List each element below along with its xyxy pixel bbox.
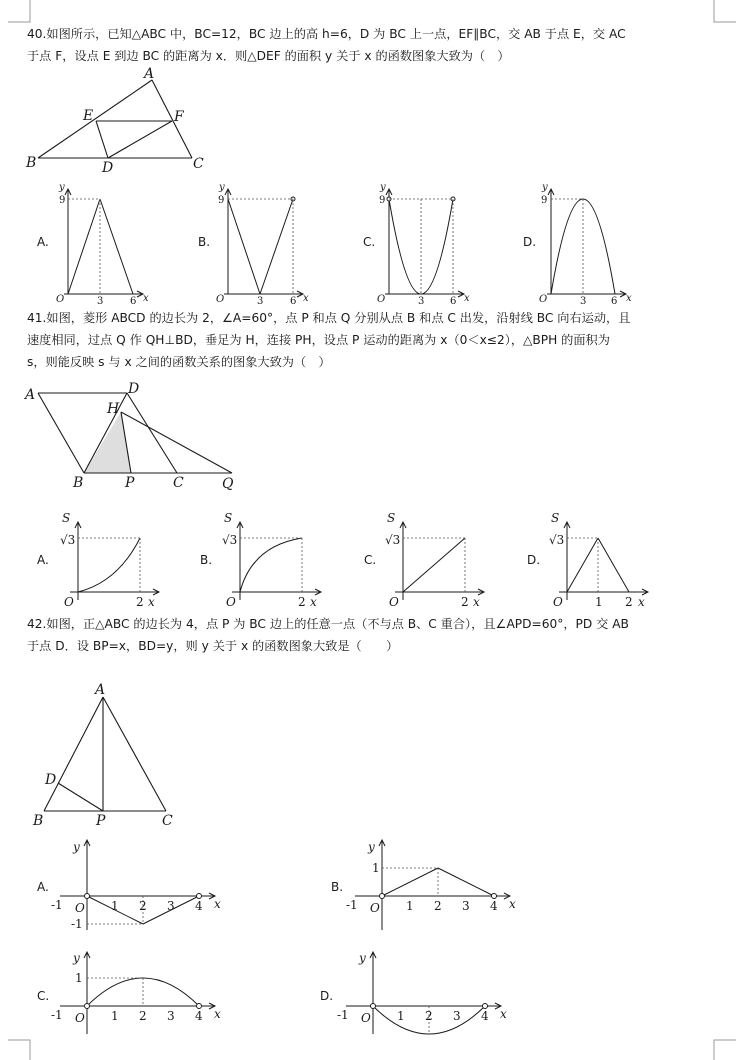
q42b-four: 4 [490, 899, 498, 913]
q40b-three: 3 [257, 296, 264, 307]
q42-option-a: A. [37, 880, 49, 894]
q41a-s-label: S [62, 511, 71, 525]
q42b-one: 1 [406, 899, 414, 913]
q40b-six: 6 [290, 296, 297, 307]
q40-label-d: D [102, 160, 114, 176]
q41c-origin: O [389, 595, 399, 609]
q40-option-b: B. [198, 235, 211, 249]
q40d-origin: O [539, 294, 548, 305]
q40-option-a: A. [37, 235, 49, 249]
q40d-nine: 9 [541, 195, 548, 206]
q41d-sqrt3: √3 [549, 533, 565, 547]
q40b-y-label: y [219, 182, 225, 193]
q42-option-b: B. [331, 880, 344, 894]
q40-option-d: D. [523, 235, 537, 249]
q42-option-c: C. [37, 989, 50, 1003]
q40a-three: 3 [97, 296, 104, 307]
q42-label-c: C [162, 813, 173, 829]
q41-label-q: Q [222, 476, 234, 492]
q40-label-f: F [174, 109, 184, 125]
q41b-origin: O [226, 595, 236, 609]
q42-graph-c [37, 951, 221, 1034]
q42d-y-label: y [359, 951, 366, 965]
q42d-four: 4 [481, 1009, 489, 1023]
q41d-origin: O [553, 595, 563, 609]
q41a-two: 2 [136, 595, 144, 609]
q41-label-a: A [25, 387, 36, 403]
question-41-line1: 41.如图，菱形 ABCD 的边长为 2，∠A=60°，点 P 和点 Q 分别从点 B 和点 C 出发，沿射线 BC 向右运动，且 [27, 311, 631, 325]
q42a-four: 4 [195, 899, 203, 913]
q42a-y-label: y [73, 840, 80, 854]
q41b-s-label: S [224, 511, 233, 525]
q41d-s-label: S [551, 511, 560, 525]
question-41-line3: s，则能反映 s 与 x 之间的函数关系的图象大致为（ ） [27, 355, 331, 369]
q42b-origin: O [370, 901, 380, 915]
q42c-origin: O [75, 1011, 85, 1025]
q41a-x-label: x [148, 595, 155, 609]
q41-label-b: B [73, 475, 84, 491]
q40c-six: 6 [450, 296, 457, 307]
q40c-y-label: y [380, 182, 386, 193]
q41a-sqrt3: √3 [60, 533, 76, 547]
q41-option-d: D. [527, 553, 541, 567]
q42c-x-label: x [214, 1007, 221, 1021]
q42d-two: 2 [425, 1009, 433, 1023]
q40c-origin: O [377, 294, 386, 305]
q40c-nine: 9 [379, 195, 386, 206]
q41b-x-label: x [310, 595, 317, 609]
q40b-origin: O [216, 294, 225, 305]
q42-label-d: D [45, 772, 57, 788]
q42a-x-label: x [214, 897, 221, 911]
q42c-two: 2 [139, 1009, 147, 1023]
q42a-three: 3 [167, 899, 175, 913]
q42c-four: 4 [195, 1009, 203, 1023]
q42a-neg1: -1 [51, 898, 63, 912]
q41-option-a: A. [37, 553, 49, 567]
q40a-x-label: x [143, 293, 149, 304]
q40b-x-label: x [303, 293, 309, 304]
q42b-y-label: y [368, 840, 375, 854]
q42c-neg1: -1 [51, 1008, 63, 1022]
question-40-line1: 40.如图所示，已知△ABC 中，BC=12，BC 边上的高 h=6，D 为 BC 上一点，EF∥BC，交 AB 于点 E，交 AC [27, 27, 626, 41]
q41-label-d: D [128, 381, 140, 397]
q42-option-d: D. [320, 989, 334, 1003]
q41-option-c: C. [364, 553, 377, 567]
q41b-two: 2 [298, 595, 306, 609]
q40b-nine: 9 [218, 195, 225, 206]
q42-graph-b [331, 840, 516, 930]
q42-label-a: A [95, 682, 106, 698]
q42a-origin: O [75, 901, 85, 915]
q42d-one: 1 [397, 1009, 405, 1023]
q41d-x-label: x [638, 595, 645, 609]
q41d-two: 2 [625, 595, 633, 609]
q41b-sqrt3: √3 [222, 533, 238, 547]
q42c-one-y: 1 [75, 971, 83, 985]
q40d-three: 3 [580, 296, 587, 307]
q42d-neg1: -1 [337, 1008, 349, 1022]
q41c-s-label: S [387, 511, 396, 525]
q42d-three: 3 [453, 1009, 461, 1023]
q42d-x-label: x [500, 1007, 507, 1021]
q42b-two: 2 [434, 899, 442, 913]
q40d-six: 6 [611, 296, 618, 307]
q42d-origin: O [361, 1011, 371, 1025]
q40a-origin: O [56, 294, 65, 305]
q41-label-c: C [173, 475, 184, 491]
q40-label-a: A [144, 66, 155, 82]
q42-graph-a [37, 840, 221, 931]
q40d-x-label: x [626, 293, 632, 304]
q42c-y-label: y [73, 951, 80, 965]
q41-option-b: B. [200, 553, 213, 567]
question-41-line2: 速度相同，过点 Q 作 QH⊥BD，垂足为 H，连接 PH，设点 P 运动的距离为 x（0＜x≤2），△BPH 的面积为 [27, 333, 610, 347]
question-40-line2: 于点 F，设点 E 到边 BC 的距离为 x．则△DEF 的面积 y 关于 x 的函数图象大致为（ ） [27, 49, 510, 63]
q40-label-e: E [83, 108, 94, 124]
q41a-origin: O [64, 595, 74, 609]
q42a-one: 1 [111, 899, 119, 913]
q41-label-p: P [125, 475, 135, 491]
q40-option-c: C. [363, 235, 376, 249]
q41-label-h: H [107, 401, 120, 417]
q42a-neg-one-y: -1 [71, 917, 83, 931]
q40d-y-label: y [542, 182, 548, 193]
q40c-three: 3 [418, 296, 425, 307]
q41c-two: 2 [461, 595, 469, 609]
q42b-one-y: 1 [372, 861, 380, 875]
q40-label-b: B [26, 155, 37, 171]
q41c-sqrt3: √3 [385, 533, 401, 547]
q42c-three: 3 [167, 1009, 175, 1023]
q41c-x-label: x [473, 595, 480, 609]
question-42-line2: 于点 D．设 BP=x，BD=y，则 y 关于 x 的函数图象大致是（ ） [27, 639, 399, 653]
q42c-one: 1 [111, 1009, 119, 1023]
q40a-y-label: y [59, 182, 65, 193]
q42a-two: 2 [139, 899, 147, 913]
q40a-nine: 9 [59, 195, 66, 206]
q40c-x-label: x [464, 293, 470, 304]
q42b-neg1: -1 [346, 898, 358, 912]
q40-label-c: C [193, 156, 204, 172]
q42-graph-d [320, 951, 507, 1034]
q42b-x-label: x [509, 897, 516, 911]
q42-label-b: B [33, 813, 44, 829]
q42b-three: 3 [462, 899, 470, 913]
question-42-line1: 42.如图，正△ABC 的边长为 4，点 P 为 BC 边上的任意一点（不与点 B、C 重合），且∠APD=60°，PD 交 AB [27, 617, 629, 631]
q41d-one: 1 [595, 595, 603, 609]
q42-triangle-figure [44, 697, 166, 811]
q40a-six: 6 [130, 296, 137, 307]
q42-label-p: P [96, 813, 106, 829]
